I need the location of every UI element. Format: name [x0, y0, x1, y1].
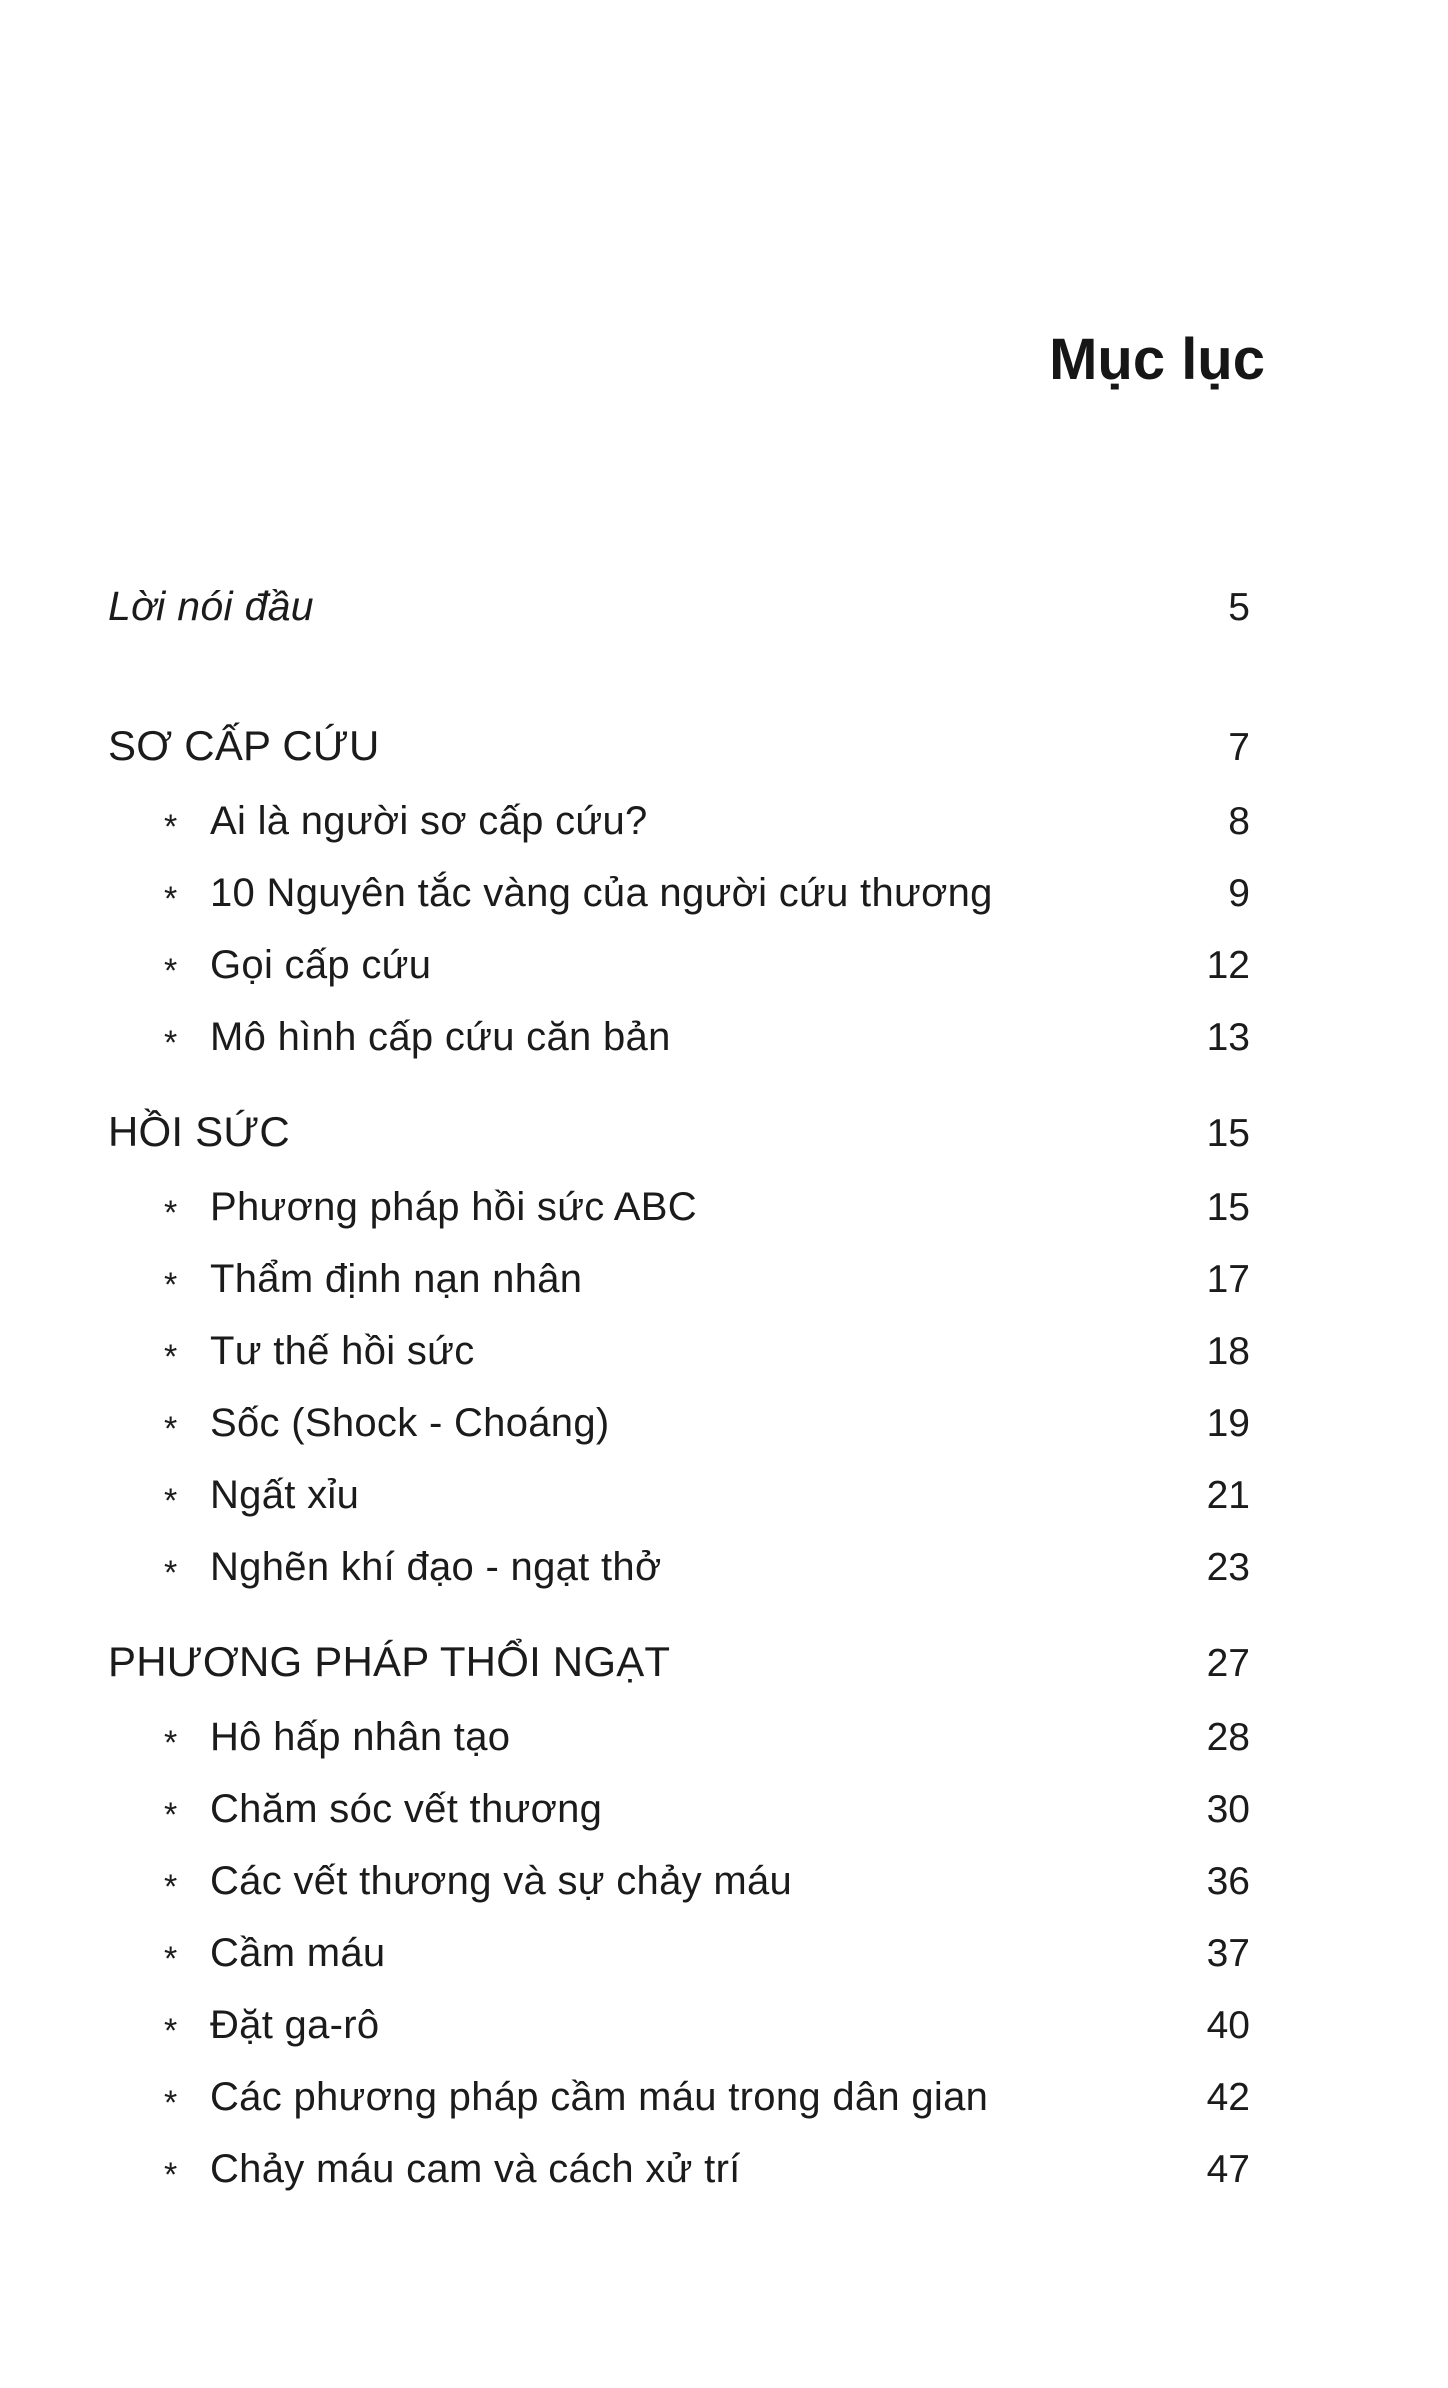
toc-entry	[108, 1930, 1250, 1977]
toc-entry-page-number: 40	[1206, 2003, 1250, 2047]
asterisk-bullet-icon: *	[164, 879, 178, 918]
toc-entry-page-number: 9	[1228, 871, 1250, 915]
toc-entry	[108, 1014, 1250, 1061]
table-of-contents	[0, 583, 1448, 2193]
asterisk-bullet-icon: *	[164, 2011, 178, 2050]
asterisk-bullet-icon: *	[164, 1193, 178, 1232]
toc-section-page-number: 15	[1206, 1111, 1250, 1155]
toc-entry	[108, 1858, 1250, 1905]
toc-entry	[108, 1472, 1250, 1519]
toc-entry-label: Các phương pháp cầm máu trong dân gian	[210, 2074, 989, 2119]
toc-entry-label: Gọi cấp cứu	[210, 942, 432, 987]
asterisk-bullet-icon: *	[164, 1723, 178, 1762]
toc-entry	[108, 1786, 1250, 1833]
toc-entry-page-number: 18	[1206, 1329, 1250, 1373]
toc-entry-label: Các vết thương và sự chảy máu	[210, 1858, 793, 1903]
toc-entry-page-number: 42	[1206, 2075, 1250, 2119]
toc-section-header	[108, 1107, 1250, 1157]
asterisk-bullet-icon: *	[164, 2083, 178, 2122]
toc-entry	[108, 1256, 1250, 1303]
toc-entry-page-number: 37	[1206, 1931, 1250, 1975]
toc-section-header	[108, 1637, 1250, 1687]
toc-entry	[108, 1184, 1250, 1231]
toc-entry	[108, 2002, 1250, 2049]
toc-entry-page-number: 13	[1206, 1015, 1250, 1059]
toc-entry-label: Cầm máu	[210, 1930, 386, 1975]
toc-entry-label: Hô hấp nhân tạo	[210, 1714, 511, 1759]
asterisk-bullet-icon: *	[164, 1481, 178, 1520]
asterisk-bullet-icon: *	[164, 807, 178, 846]
toc-entry-page-number: 23	[1206, 1545, 1250, 1589]
asterisk-bullet-icon: *	[164, 1795, 178, 1834]
toc-entry	[108, 1544, 1250, 1591]
toc-entry-label: Chăm sóc vết thương	[210, 1786, 603, 1831]
toc-entry-label: Thẩm định nạn nhân	[210, 1256, 583, 1301]
asterisk-bullet-icon: *	[164, 2155, 178, 2194]
toc-section-header	[108, 721, 1250, 771]
toc-section-page-number: 7	[1228, 725, 1250, 769]
toc-entry-label: 10 Nguyên tắc vàng của người cứu thương	[210, 870, 993, 915]
toc-entry	[108, 870, 1250, 917]
toc-entry-label: Ngất xỉu	[210, 1472, 360, 1517]
toc-section-label: SƠ CẤP CỨU	[108, 721, 380, 769]
toc-entry	[108, 1328, 1250, 1375]
toc-entry	[108, 798, 1250, 845]
toc-entry	[108, 1714, 1250, 1761]
toc-entry-label: Lời nói đầu	[108, 582, 314, 629]
asterisk-bullet-icon: *	[164, 1023, 178, 1062]
asterisk-bullet-icon: *	[164, 1553, 178, 1592]
toc-entry-page-number: 30	[1206, 1787, 1250, 1831]
toc-entry	[108, 2146, 1250, 2193]
toc-entry-page-number: 21	[1206, 1473, 1250, 1517]
toc-entry	[108, 2074, 1250, 2121]
asterisk-bullet-icon: *	[164, 951, 178, 990]
toc-entry-page-number: 19	[1206, 1401, 1250, 1445]
toc-entry-label: Chảy máu cam và cách xử trí	[210, 2146, 741, 2191]
toc-entry-page-number: 36	[1206, 1859, 1250, 1903]
asterisk-bullet-icon: *	[164, 1939, 178, 1978]
toc-entry-page-number: 12	[1206, 943, 1250, 987]
toc-entry-label: Nghẽn khí đạo - ngạt thở	[210, 1544, 662, 1589]
toc-entry-page-number: 47	[1206, 2147, 1250, 2191]
toc-section-label: PHƯƠNG PHÁP THỔI NGẠT	[108, 1637, 671, 1685]
toc-entry-page-number: 15	[1206, 1185, 1250, 1229]
toc-entry	[108, 1400, 1250, 1447]
toc-entry-label: Mô hình cấp cứu căn bản	[210, 1014, 671, 1059]
toc-entry-label: Đặt ga-rô	[210, 2002, 380, 2047]
toc-section-page-number: 27	[1206, 1641, 1250, 1685]
asterisk-bullet-icon: *	[164, 1867, 178, 1906]
toc-entry-page-number: 8	[1228, 799, 1250, 843]
toc-entry-label: Tư thế hồi sức	[210, 1328, 475, 1373]
toc-entry-page-number: 5	[1228, 585, 1250, 629]
toc-entry-label: Ai là người sơ cấp cứu?	[210, 798, 648, 843]
toc-entry-page-number: 28	[1206, 1715, 1250, 1759]
toc-entry-label: Phương pháp hồi sức ABC	[210, 1184, 697, 1229]
toc-entry	[108, 942, 1250, 989]
toc-entry-label: Sốc (Shock - Choáng)	[210, 1400, 610, 1445]
page-title: Mục lục	[1049, 327, 1265, 392]
toc-entry-page-number: 17	[1206, 1257, 1250, 1301]
asterisk-bullet-icon: *	[164, 1265, 178, 1304]
toc-section-label: HỒI SỨC	[108, 1107, 290, 1155]
asterisk-bullet-icon: *	[164, 1337, 178, 1376]
toc-entry-preface	[108, 583, 1250, 631]
asterisk-bullet-icon: *	[164, 1409, 178, 1448]
